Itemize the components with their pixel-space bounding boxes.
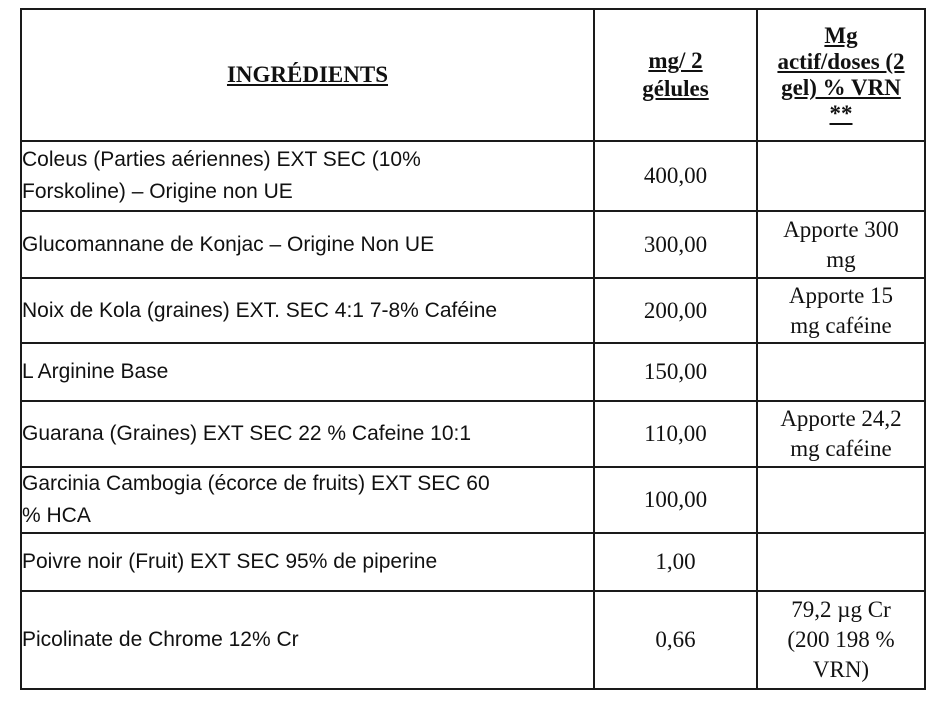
ingredient-name: Noix de Kola (graines) EXT. SEC 4:1 7-8% Caféine xyxy=(21,278,594,343)
ingredient-name: L Arginine Base xyxy=(21,343,594,401)
ingredient-quantity: 1,00 xyxy=(594,533,757,591)
ingredient-active-note xyxy=(757,343,925,401)
cropped-text-bottom xyxy=(0,696,944,710)
ingredient-active-note xyxy=(757,278,925,343)
note-line1: Apporte 15 xyxy=(788,282,894,308)
header-active-line3: gel) % VRN xyxy=(781,75,901,100)
ingredient-name xyxy=(21,467,594,533)
header-active-dose xyxy=(757,9,925,141)
note-line1: 79,2 µg Cr xyxy=(791,597,891,622)
cropped-text-top xyxy=(0,0,944,8)
ingredient-quantity: 0,66 xyxy=(594,591,757,689)
header-ingredients xyxy=(21,9,594,141)
table-row xyxy=(21,591,925,689)
table-row xyxy=(21,533,925,591)
header-active-line1: Mg xyxy=(824,23,858,48)
ingredient-name: Guarana (Graines) EXT SEC 22 % Cafeine 10:1 xyxy=(21,401,594,467)
header-mg-per-2-capsules xyxy=(594,9,757,141)
ingredients-table xyxy=(20,8,926,690)
ingredient-quantity: 300,00 xyxy=(594,211,757,278)
ingredient-quantity: 400,00 xyxy=(594,141,757,211)
header-ingredients-label: INGRÉDIENTS xyxy=(226,62,389,87)
table-row xyxy=(21,211,925,278)
ingredient-active-note xyxy=(757,401,925,467)
table-row xyxy=(21,278,925,343)
ingredient-active-note xyxy=(757,141,925,211)
header-active-line4: ** xyxy=(829,101,853,126)
ingredient-name: Picolinate de Chrome 12% Cr xyxy=(21,591,594,689)
table-row xyxy=(21,467,925,533)
note-line2: mg caféine xyxy=(790,312,892,338)
header-row xyxy=(21,9,925,141)
ingredient-active-note xyxy=(757,591,925,689)
ingredient-name-line1: Coleus (Parties aériennes) EXT SEC (10% xyxy=(22,148,421,171)
ingredient-active-note xyxy=(757,533,925,591)
note-line2: mg caféine xyxy=(790,436,892,461)
ingredient-name xyxy=(21,141,594,211)
note-line1: Apporte 300 xyxy=(783,216,899,242)
note-line2: mg xyxy=(826,246,856,272)
ingredient-name-line1: Garcinia Cambogia (écorce de fruits) EXT SEC 60 xyxy=(22,472,490,495)
ingredient-active-note xyxy=(757,211,925,278)
ingredient-quantity: 150,00 xyxy=(594,343,757,401)
ingredient-active-note xyxy=(757,467,925,533)
ingredient-quantity: 110,00 xyxy=(594,401,757,467)
table-row xyxy=(21,343,925,401)
ingredient-name-line2: Forskoline) – Origine non UE xyxy=(22,180,293,203)
table-row xyxy=(21,401,925,467)
ingredient-name: Poivre noir (Fruit) EXT SEC 95% de piperine xyxy=(21,533,594,591)
table-row xyxy=(21,141,925,211)
ingredient-name-line2: % HCA xyxy=(22,504,91,527)
header-mg-line2: gélules xyxy=(642,76,709,101)
ingredient-name: Glucomannane de Konjac – Origine Non UE xyxy=(21,211,594,278)
header-mg-line1: mg/ 2 xyxy=(648,48,703,73)
header-active-line2: actif/doses (2 xyxy=(777,49,905,74)
note-line1: Apporte 24,2 xyxy=(780,406,902,431)
note-line3: VRN) xyxy=(812,657,870,682)
ingredient-quantity: 200,00 xyxy=(594,278,757,343)
note-line2: (200 198 % xyxy=(787,627,895,652)
ingredient-quantity: 100,00 xyxy=(594,467,757,533)
